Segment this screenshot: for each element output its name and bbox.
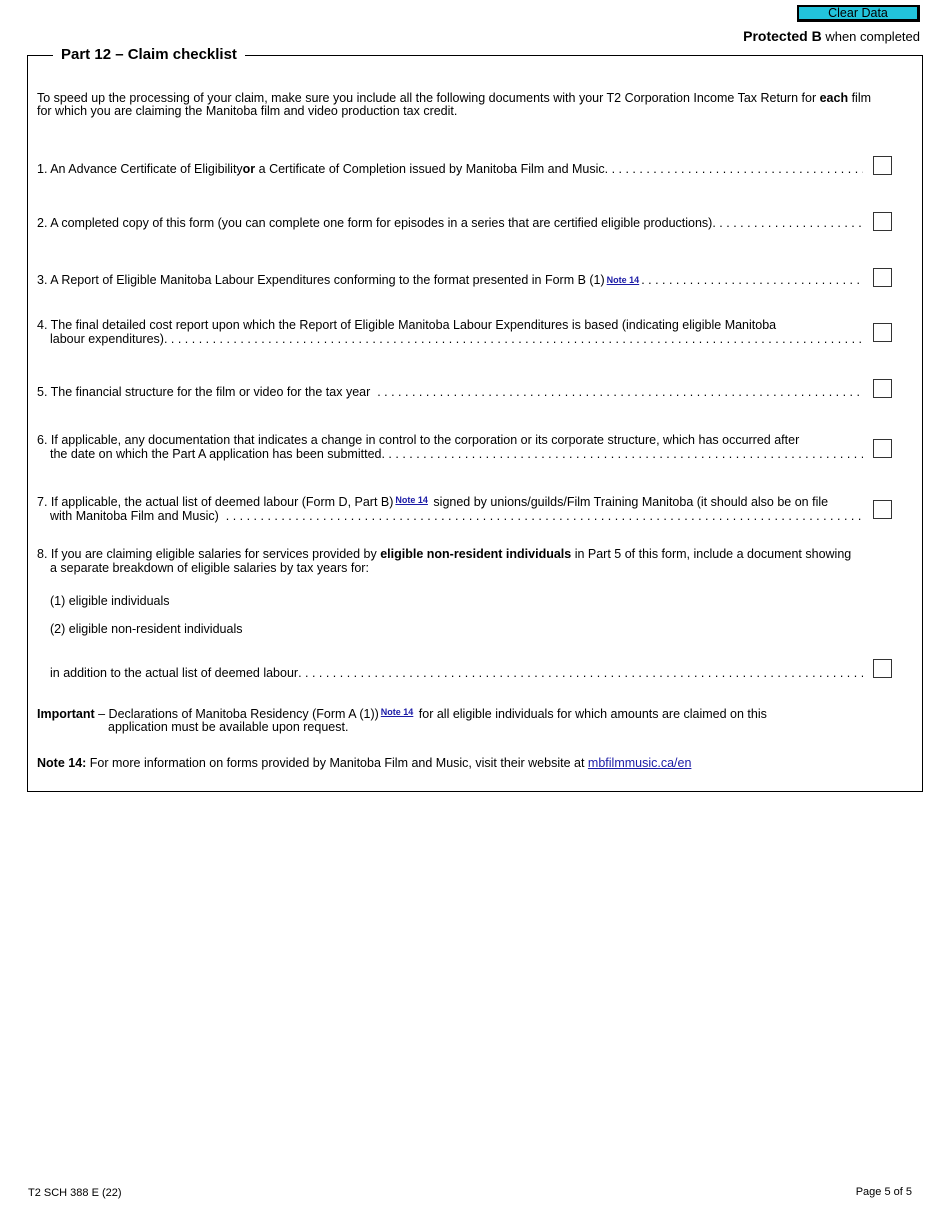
checklist-item-4: 4. The final detailed cost report upon which the Report of Eligible Manitoba Labour Expenditures is based (indicating eligible Manitoba labour expenditures) . . .: [37, 318, 863, 346]
checkbox-item-8[interactable]: [873, 659, 892, 678]
form-identifier: T2 SCH 388 E (22): [28, 1187, 122, 1199]
checklist-item-6: 6. If applicable, any documentation that indicates a change in control to the corporation or its corporate structure, which has occurred after the date on which the Part A application has been submitted . . .: [37, 433, 863, 461]
sub-item-eligible-individuals: (1) eligible individuals: [50, 594, 170, 608]
page-number: Page 5 of 5: [855, 1186, 912, 1198]
sub-item-non-resident-individuals: (2) eligible non-resident individuals: [50, 622, 243, 636]
checklist-item-5: 5. The financial structure for the film or video for the tax year . . .: [37, 385, 863, 399]
checkbox-item-7[interactable]: [873, 500, 892, 519]
checkbox-item-3[interactable]: [873, 268, 892, 287]
checkbox-item-4[interactable]: [873, 323, 892, 342]
checklist-item-8-final: in addition to the actual list of deemed labour . . .: [37, 666, 863, 680]
checkbox-item-6[interactable]: [873, 439, 892, 458]
checklist-item-7: 7. If applicable, the actual list of deemed labour (Form D, Part B) $^{Note 14}$ signed by unions/guilds/Film Training Manitoba (it should also be on file with Manitoba Film and Music) . . .: [37, 493, 863, 523]
clear-data-button[interactable]: Clear Data: [797, 5, 920, 22]
protected-label: [743, 28, 920, 44]
note-14-link[interactable]: Note 14: [380, 707, 414, 717]
note-14-link[interactable]: Note 14: [606, 275, 640, 285]
checkbox-item-1[interactable]: [873, 156, 892, 175]
protected-bold: Protected B: [743, 28, 822, 44]
important-note: Important – Declarations of Manitoba Residency (Form A (1)) $^{Note 14}$ for all eligible individuals for which amounts are claimed on this application must be available upon request.: [37, 707, 767, 734]
checklist-item-3: 3. A Report of Eligible Manitoba Labour Expenditures conforming to the format presented in Form B (1) Note 14 . . .: [37, 273, 863, 287]
intro-text: To speed up the processing of your claim, make sure you include all the following documents with your T2 Corporation Income Tax Return for each film for which you are claiming the Manitoba film and video production tax credit.: [37, 91, 872, 118]
checklist-item-2: 2. A completed copy of this form (you can complete one form for episodes in a series that are certified eligible productions) . . .: [37, 216, 863, 230]
checklist-item-8: 8. If you are claiming eligible salaries for services provided by eligible non-resident individuals in Part 5 of this form, include a document showing a separate breakdown of eligible salaries by tax years for:: [37, 547, 852, 575]
checkbox-item-2[interactable]: [873, 212, 892, 231]
note-14-link[interactable]: Note 14: [395, 495, 428, 505]
checklist-item-1: 1. An Advance Certificate of Eligibility or a Certificate of Completion issued by Manitoba Film and Music . . .: [37, 162, 863, 176]
protected-rest: when completed: [821, 29, 920, 44]
website-link[interactable]: mbfilmmusic.ca/en: [587, 756, 692, 770]
claim-checklist-section: [27, 46, 923, 792]
note-14-text: Note 14: For more information on forms provided by Manitoba Film and Music, visit their website at mbfilmmusic.ca/en: [37, 756, 692, 770]
checkbox-item-5[interactable]: [873, 379, 892, 398]
section-title: Part 12 – Claim checklist: [53, 46, 245, 64]
